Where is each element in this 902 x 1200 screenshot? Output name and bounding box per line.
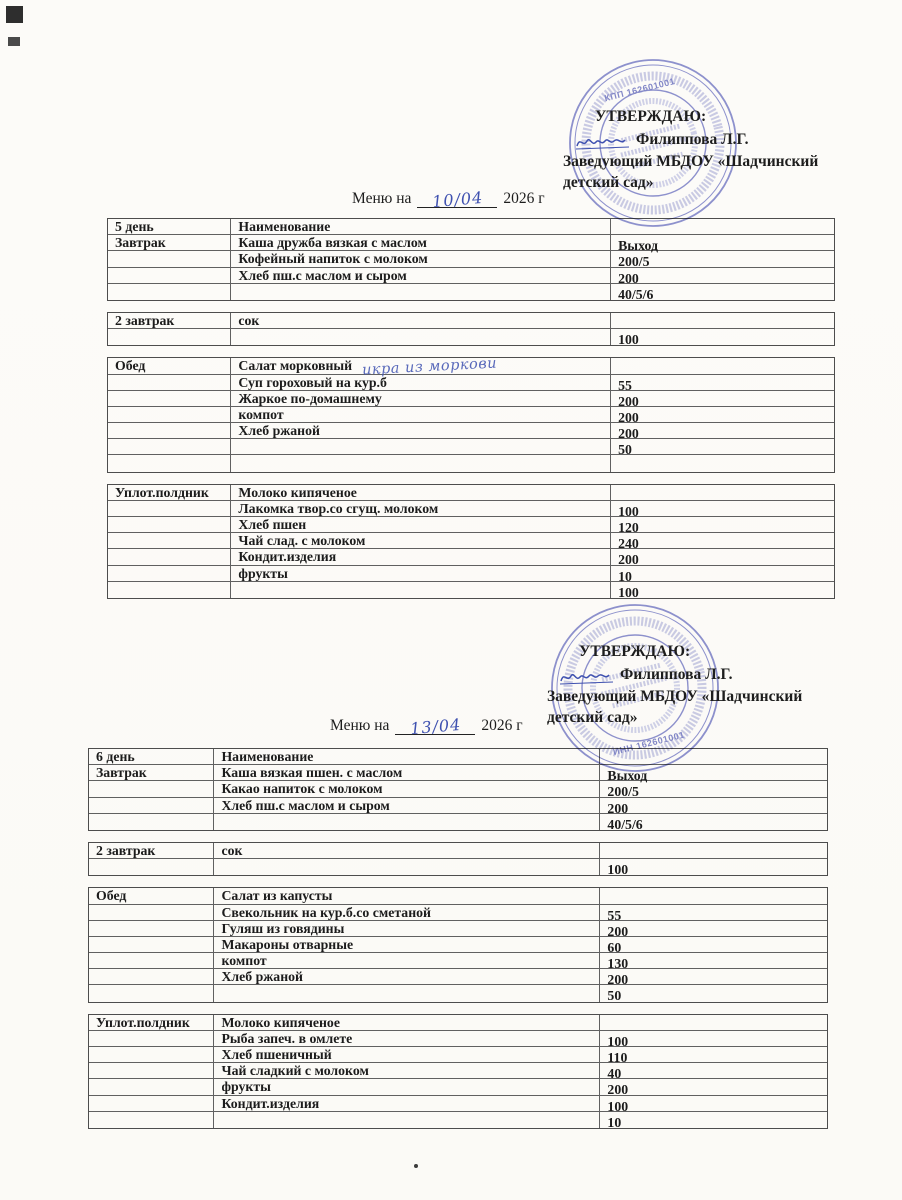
dish-cell: Чай сладкий с молоком bbox=[214, 1063, 600, 1079]
table-row bbox=[89, 1031, 827, 1047]
output-cell: 200 bbox=[618, 409, 639, 425]
menu-table-block bbox=[88, 1014, 828, 1129]
output-cell: 40/5/6 bbox=[618, 286, 654, 302]
output-cell: 40 bbox=[607, 1066, 622, 1082]
output-cell: 200 bbox=[607, 972, 629, 988]
stamp-text: ИНН 162601001 bbox=[611, 729, 686, 758]
dish-cell: Хлеб пш.с маслом и сыром bbox=[231, 268, 611, 284]
approve-label: УТВЕРЖДАЮ: bbox=[595, 108, 707, 125]
table-row bbox=[89, 843, 827, 859]
output-cell: 55 bbox=[618, 377, 632, 393]
dish-cell: Молоко кипяченое bbox=[231, 485, 611, 501]
table-row bbox=[108, 251, 834, 270]
menu-title-line bbox=[330, 714, 523, 739]
output-cell: 130 bbox=[607, 956, 629, 972]
dish-cell: Салат из капусты bbox=[214, 888, 600, 904]
meal-cell bbox=[89, 1079, 214, 1095]
output-cell: 200 bbox=[618, 270, 639, 286]
meal-cell: 6 день bbox=[89, 749, 214, 765]
meal-cell bbox=[108, 407, 231, 423]
menu-date-slot bbox=[417, 187, 497, 212]
dish-cell bbox=[231, 329, 611, 345]
meal-cell bbox=[108, 533, 231, 549]
dish-cell: Какао напиток с молоком bbox=[214, 781, 600, 797]
table-row bbox=[89, 953, 827, 972]
output-cell bbox=[611, 313, 834, 329]
meal-cell: 5 день bbox=[108, 219, 231, 235]
table-row bbox=[108, 355, 834, 379]
scan-artifact-mark bbox=[6, 6, 23, 23]
menu-year: 2026 г bbox=[481, 717, 523, 734]
meal-cell bbox=[89, 969, 214, 985]
table-row bbox=[89, 814, 827, 830]
menu-table-block bbox=[107, 357, 835, 472]
approve-label: УТВЕРЖДАЮ: bbox=[579, 643, 691, 660]
table-row bbox=[89, 765, 827, 784]
dish-cell: Наименование bbox=[231, 219, 611, 235]
table-row bbox=[108, 582, 834, 598]
scan-artifact-mark bbox=[8, 37, 20, 46]
output-cell bbox=[611, 219, 834, 235]
dish-cell: сок bbox=[231, 313, 611, 329]
dish-cell: Лакомка твор.со сгущ. молоком bbox=[231, 501, 611, 517]
dish-cell: Кондит.изделия bbox=[231, 549, 611, 565]
meal-cell bbox=[108, 566, 231, 582]
table-row bbox=[108, 268, 834, 284]
output-cell: 50 bbox=[618, 442, 632, 458]
output-cell: 55 bbox=[607, 907, 622, 923]
table-row bbox=[89, 1079, 827, 1098]
output-cell bbox=[611, 358, 834, 375]
meal-cell bbox=[89, 985, 214, 1001]
output-cell: 10 bbox=[607, 1114, 622, 1130]
meal-cell bbox=[89, 1031, 214, 1047]
output-cell: 200/5 bbox=[607, 784, 639, 800]
meal-cell bbox=[89, 921, 214, 937]
table-row bbox=[108, 455, 834, 471]
dish-cell bbox=[214, 1112, 600, 1128]
dish-cell bbox=[214, 985, 600, 1001]
table-row bbox=[89, 1063, 827, 1082]
signature-row bbox=[575, 128, 818, 151]
output-cell: 200 bbox=[607, 800, 629, 816]
dish-cell bbox=[231, 582, 611, 598]
table-row bbox=[89, 749, 827, 765]
meal-cell: 2 завтрак bbox=[89, 843, 214, 859]
menu-title-line bbox=[352, 187, 545, 212]
table-row bbox=[89, 905, 827, 921]
table-row bbox=[108, 235, 834, 254]
approver-title-line2: детский сад» bbox=[563, 174, 654, 191]
dish-cell: Кофейный напиток с молоком bbox=[231, 251, 611, 267]
output-cell bbox=[600, 843, 827, 859]
dish-cell: сок bbox=[214, 843, 600, 859]
signature-row bbox=[559, 663, 802, 686]
dish-cell: Свекольник на кур.б.со сметаной bbox=[214, 905, 600, 921]
meal-cell bbox=[108, 501, 231, 517]
meal-cell bbox=[108, 455, 231, 471]
output-cell: 200 bbox=[607, 923, 629, 939]
menu-date-slot bbox=[395, 714, 475, 739]
dish-cell: Каша вязкая пшен. с маслом bbox=[214, 765, 600, 781]
table-row bbox=[108, 517, 834, 533]
output-cell: 100 bbox=[618, 584, 639, 600]
signature-icon bbox=[575, 133, 631, 151]
table-row bbox=[108, 407, 834, 423]
dish-cell: Молоко кипяченое bbox=[214, 1015, 600, 1031]
dish-cell: фрукты bbox=[231, 566, 611, 582]
dish-cell: Хлеб ржаной bbox=[231, 423, 611, 439]
output-cell: 10 bbox=[618, 568, 632, 584]
table-row bbox=[89, 969, 827, 988]
meal-cell bbox=[108, 268, 231, 284]
dish-cell: фрукты bbox=[214, 1079, 600, 1095]
stamp-text: КПП 162601001 bbox=[603, 76, 677, 104]
menu-table-block bbox=[88, 842, 828, 876]
approver-name: Филиппова Л.Г. bbox=[620, 666, 733, 683]
table-row bbox=[108, 533, 834, 552]
menu-prefix: Меню на bbox=[330, 717, 390, 734]
dish-cell: компот bbox=[231, 407, 611, 423]
meal-cell: Завтрак bbox=[108, 235, 231, 251]
meal-cell bbox=[89, 1047, 214, 1063]
meal-cell bbox=[108, 439, 231, 455]
output-cell: 200 bbox=[618, 426, 639, 442]
dish-cell: Каша дружба вязкая с маслом bbox=[231, 235, 611, 251]
dish-cell: Наименование bbox=[214, 749, 600, 765]
output-cell: 200 bbox=[618, 552, 639, 568]
table-row bbox=[108, 423, 834, 442]
menu-table-block bbox=[107, 218, 835, 301]
table-row bbox=[89, 937, 827, 953]
table-row bbox=[108, 501, 834, 517]
dish-cell: Суп гороховый на кур.б bbox=[231, 375, 611, 391]
menu-date-handwritten: 13/04 bbox=[409, 714, 462, 739]
table-row bbox=[89, 781, 827, 800]
output-cell: 120 bbox=[618, 520, 639, 535]
menu-table-day5 bbox=[107, 218, 835, 599]
menu-table-block bbox=[88, 748, 828, 831]
table-row bbox=[108, 313, 834, 329]
scan-artifact-dot bbox=[414, 1164, 418, 1168]
menu-prefix: Меню на bbox=[352, 190, 412, 207]
table-row bbox=[108, 549, 834, 568]
menu-table-block bbox=[107, 312, 835, 346]
meal-cell bbox=[108, 391, 231, 407]
dish-cell bbox=[231, 284, 611, 300]
meal-cell bbox=[89, 1096, 214, 1112]
meal-cell bbox=[108, 582, 231, 598]
output-cell: 200 bbox=[607, 1082, 629, 1098]
table-row bbox=[89, 1015, 827, 1031]
dish-cell: Хлеб пш.с маслом и сыром bbox=[214, 798, 600, 814]
meal-cell bbox=[89, 953, 214, 969]
output-cell: 50 bbox=[607, 988, 622, 1004]
table-row bbox=[108, 375, 834, 391]
output-cell bbox=[611, 485, 834, 501]
dish-cell: Салат морковный икра из моркови bbox=[231, 358, 611, 375]
approver-title-line1: Заведующий МБДОУ «Шадчинский bbox=[563, 152, 819, 170]
table-row bbox=[89, 1047, 827, 1063]
table-row bbox=[108, 485, 834, 501]
output-cell bbox=[600, 749, 827, 765]
dish-cell: Рыба запеч. в омлете bbox=[214, 1031, 600, 1047]
meal-cell bbox=[89, 905, 214, 921]
meal-cell: Уплот.полдник bbox=[89, 1015, 214, 1031]
meal-cell bbox=[108, 423, 231, 439]
meal-cell bbox=[108, 549, 231, 565]
dish-cell: Гуляш из говядины bbox=[214, 921, 600, 937]
approval-block bbox=[563, 106, 818, 194]
dish-cell: Макароны отварные bbox=[214, 937, 600, 953]
output-cell: 40/5/6 bbox=[607, 816, 643, 832]
table-row bbox=[89, 1096, 827, 1112]
table-row bbox=[108, 391, 834, 407]
table-row bbox=[89, 859, 827, 878]
meal-cell bbox=[89, 859, 214, 875]
dish-cell: Чай слад. с молоком bbox=[231, 533, 611, 549]
meal-cell bbox=[89, 937, 214, 953]
dish-cell: Жаркое по-домашнему bbox=[231, 391, 611, 407]
dish-cell bbox=[214, 814, 600, 830]
table-row bbox=[89, 888, 827, 904]
output-cell bbox=[600, 1015, 827, 1031]
output-cell: 110 bbox=[607, 1050, 628, 1065]
output-cell: 240 bbox=[618, 536, 639, 552]
meal-cell bbox=[108, 329, 231, 345]
meal-cell bbox=[89, 814, 214, 830]
dish-cell bbox=[214, 859, 600, 875]
approval-block bbox=[547, 641, 802, 729]
dish-cell: Кондит.изделия bbox=[214, 1096, 600, 1112]
meal-cell: Обед bbox=[89, 888, 214, 904]
table-row bbox=[108, 219, 834, 235]
table-row bbox=[89, 985, 827, 1004]
table-row bbox=[108, 566, 834, 582]
output-cell: 100 bbox=[607, 1098, 629, 1114]
menu-table-day6 bbox=[88, 748, 828, 1129]
table-row bbox=[89, 1112, 827, 1128]
meal-cell: Уплот.полдник bbox=[108, 485, 231, 501]
output-cell: 100 bbox=[607, 1033, 629, 1049]
dish-cell bbox=[231, 439, 611, 455]
menu-date-handwritten: 10/04 bbox=[431, 187, 484, 212]
approver-name: Филиппова Л.Г. bbox=[636, 131, 749, 148]
meal-cell bbox=[89, 1063, 214, 1079]
output-cell: 200/5 bbox=[618, 254, 650, 270]
meal-cell: Обед bbox=[108, 358, 231, 375]
output-cell: 60 bbox=[607, 939, 622, 955]
output-cell: 100 bbox=[618, 503, 639, 519]
output-cell: 100 bbox=[618, 332, 639, 348]
meal-cell bbox=[89, 781, 214, 797]
output-cell: 100 bbox=[607, 862, 629, 878]
meal-cell bbox=[108, 517, 231, 533]
table-row bbox=[89, 798, 827, 814]
output-cell: Выход bbox=[618, 238, 658, 254]
output-cell: Выход bbox=[607, 768, 648, 784]
table-row bbox=[108, 329, 834, 348]
dish-cell: Хлеб пшен bbox=[231, 517, 611, 533]
meal-cell bbox=[108, 251, 231, 267]
dish-cell: Хлеб ржаной bbox=[214, 969, 600, 985]
dish-cell: компот bbox=[214, 953, 600, 969]
signature-icon bbox=[559, 668, 615, 686]
output-cell: 200 bbox=[618, 393, 639, 409]
meal-cell: 2 завтрак bbox=[108, 313, 231, 329]
approver-title-line2: детский сад» bbox=[547, 709, 638, 726]
meal-cell bbox=[108, 375, 231, 391]
dish-cell bbox=[231, 455, 611, 471]
handwritten-note: икра из моркови bbox=[361, 355, 498, 379]
table-row bbox=[89, 921, 827, 937]
meal-cell bbox=[89, 1112, 214, 1128]
meal-cell bbox=[89, 798, 214, 814]
table-row bbox=[108, 284, 834, 300]
menu-table-block bbox=[107, 484, 835, 599]
table-row bbox=[108, 439, 834, 458]
output-cell bbox=[600, 888, 827, 904]
output-cell bbox=[611, 455, 834, 471]
dish-cell: Хлеб пшеничный bbox=[214, 1047, 600, 1063]
menu-year: 2026 г bbox=[503, 190, 545, 207]
approver-title-line1: Заведующий МБДОУ «Шадчинский bbox=[547, 687, 803, 705]
meal-cell: Завтрак bbox=[89, 765, 214, 781]
meal-cell bbox=[108, 284, 231, 300]
menu-table-block bbox=[88, 887, 828, 1002]
